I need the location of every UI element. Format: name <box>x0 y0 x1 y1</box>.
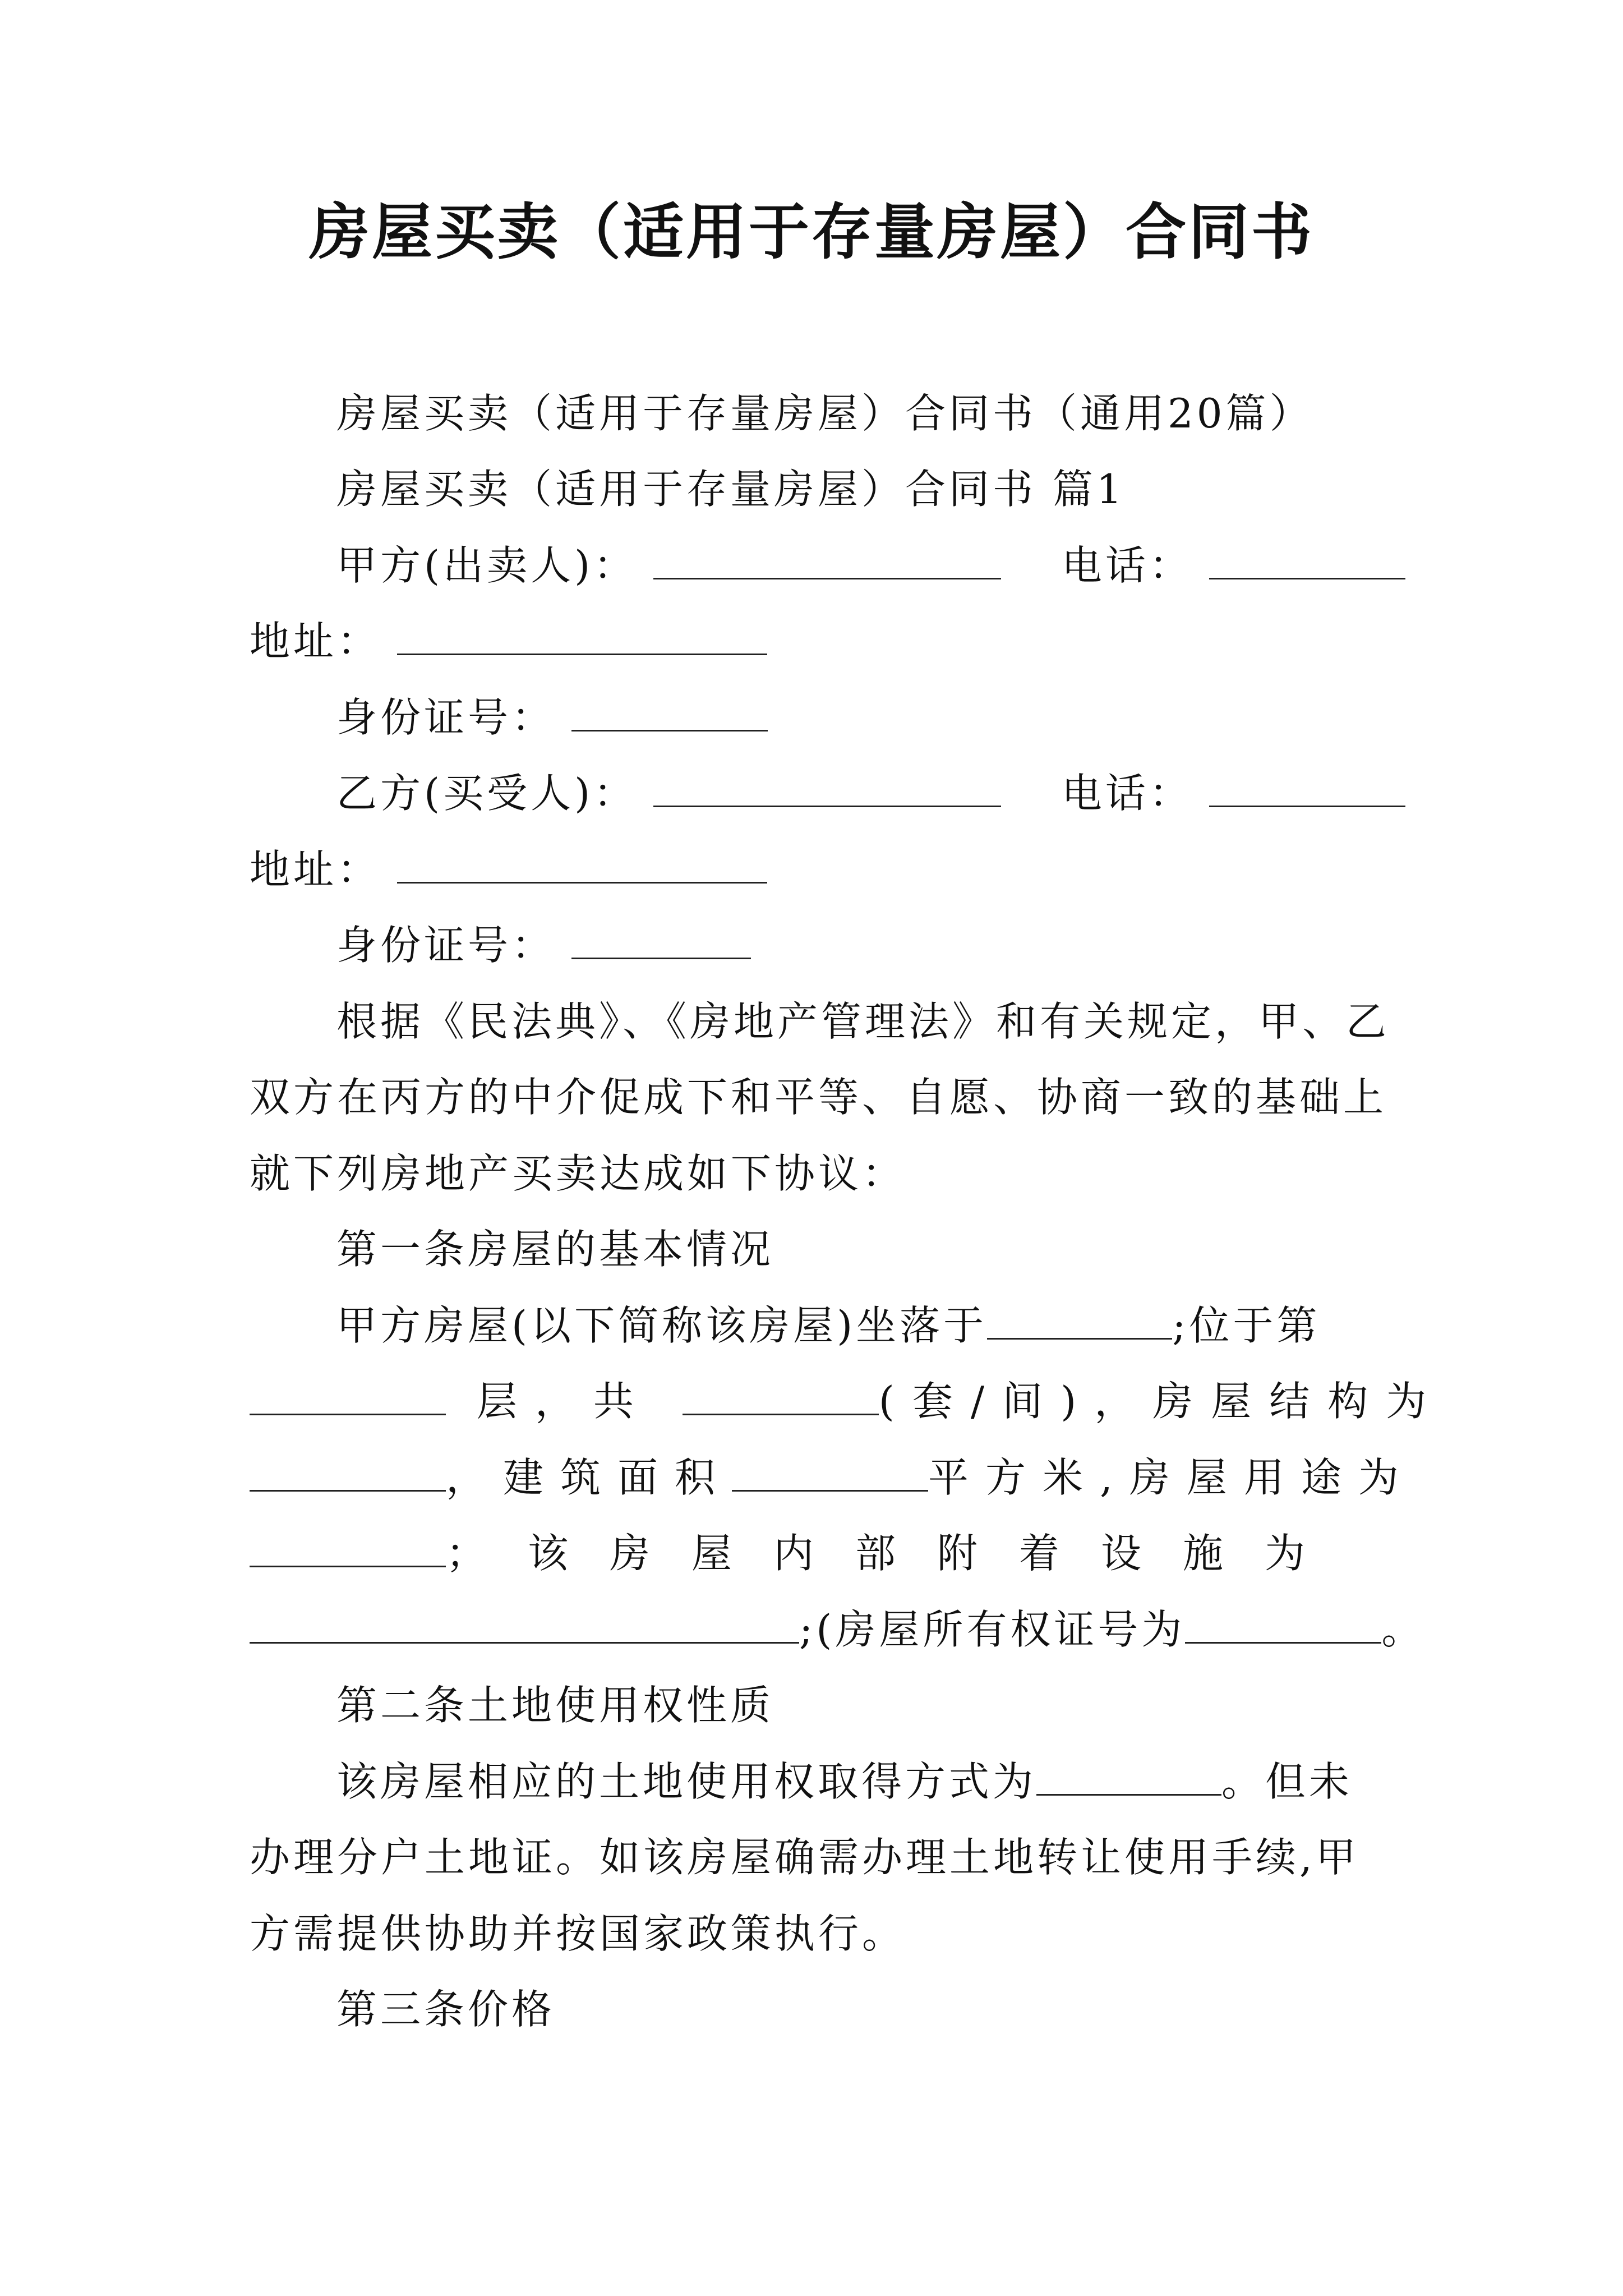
ownership-cert-blank[interactable] <box>1185 1600 1381 1644</box>
party-b-address-line <box>250 839 767 900</box>
party-a-phone-blank[interactable] <box>1209 536 1405 579</box>
article-1-text: 层，共 <box>476 1378 652 1425</box>
subtitle: 房屋买卖（适用于存量房屋）合同书（通用20篇） <box>336 390 1313 437</box>
article-1-line-1 <box>336 1295 1320 1356</box>
article-1-line-5 <box>250 1599 1425 1660</box>
party-a-address-label: 地址： <box>250 618 381 665</box>
party-a-address-blank[interactable] <box>397 612 767 655</box>
party-a-id-line <box>336 687 768 748</box>
party-b-name-blank[interactable] <box>653 764 1001 807</box>
intro-line-1: 根据《民法典》、《房地产管理法》和有关规定，甲、乙 <box>336 998 1390 1045</box>
party-a-id-blank[interactable] <box>571 688 768 731</box>
article-1-line-2 <box>250 1370 1444 1432</box>
party-b-id-line <box>336 914 751 976</box>
floor-blank[interactable] <box>250 1372 446 1415</box>
article-1-line-3 <box>250 1447 1415 1508</box>
facilities-blank[interactable] <box>250 1600 799 1644</box>
location-blank[interactable] <box>987 1296 1172 1340</box>
article-1-heading: 第一条房屋的基本情况 <box>336 1226 774 1273</box>
structure-blank[interactable] <box>250 1448 446 1492</box>
party-b-line <box>336 762 1405 824</box>
party-b-phone-label: 电话： <box>1061 770 1193 817</box>
article-2-text: 该房屋相应的土地使用权取得方式为 <box>336 1758 1037 1805</box>
party-a-label: 甲方(出卖人)： <box>336 542 638 589</box>
usage-blank[interactable] <box>250 1524 446 1567</box>
article-1-text: 甲方房屋(以下简称该房屋)坐落于 <box>336 1302 988 1349</box>
article-1-text: ；该房屋内部附着设施为 <box>446 1530 1347 1577</box>
article-2-line-2: 办理分户土地证。如该房屋确需办理土地转让使用手续,甲 <box>250 1834 1359 1881</box>
area-blank[interactable] <box>732 1448 928 1492</box>
intro-line-3: 就下列房地产买卖达成如下协议： <box>250 1150 906 1197</box>
party-b-address-label: 地址： <box>250 846 381 893</box>
party-b-id-label: 身份证号： <box>336 922 556 969</box>
units-blank[interactable] <box>683 1372 879 1415</box>
article-2-line-1 <box>336 1751 1353 1812</box>
party-a-id-label: 身份证号： <box>336 694 556 741</box>
party-a-name-blank[interactable] <box>653 536 1001 579</box>
party-a-phone-label: 电话： <box>1061 542 1193 589</box>
article-1-line-4 <box>250 1522 1347 1584</box>
article-1-text: ;位于第 <box>1172 1302 1321 1349</box>
article-1-text: ;(房屋所有权证号为 <box>799 1606 1186 1653</box>
party-b-address-blank[interactable] <box>397 840 767 884</box>
article-1-text: ，建筑面积 <box>446 1454 732 1501</box>
party-b-phone-blank[interactable] <box>1209 764 1405 807</box>
party-a-address-line <box>250 610 767 672</box>
article-3-heading: 第三条价格 <box>336 1986 556 2033</box>
land-method-blank[interactable] <box>1036 1752 1221 1796</box>
intro-line-2: 双方在丙方的中介促成下和平等、自愿、协商一致的基础上 <box>250 1074 1387 1121</box>
document-title: 房屋买卖（适用于存量房屋）合同书 <box>308 197 1314 268</box>
section-heading: 房屋买卖（适用于存量房屋）合同书 篇1 <box>336 466 1126 513</box>
article-2-text: 。但未 <box>1221 1758 1353 1805</box>
article-1-text: 平方米,房屋用途为 <box>928 1454 1415 1501</box>
article-2-line-3: 方需提供协助并按国家政策执行。 <box>250 1910 906 1957</box>
article-1-text: (套/间)，房屋结构为 <box>878 1378 1445 1425</box>
party-b-label: 乙方(买受人)： <box>336 770 638 817</box>
article-2-heading: 第二条土地使用权性质 <box>336 1682 774 1729</box>
article-1-text: 。 <box>1381 1606 1426 1653</box>
party-a-line <box>336 535 1405 596</box>
party-b-id-blank[interactable] <box>571 916 751 959</box>
